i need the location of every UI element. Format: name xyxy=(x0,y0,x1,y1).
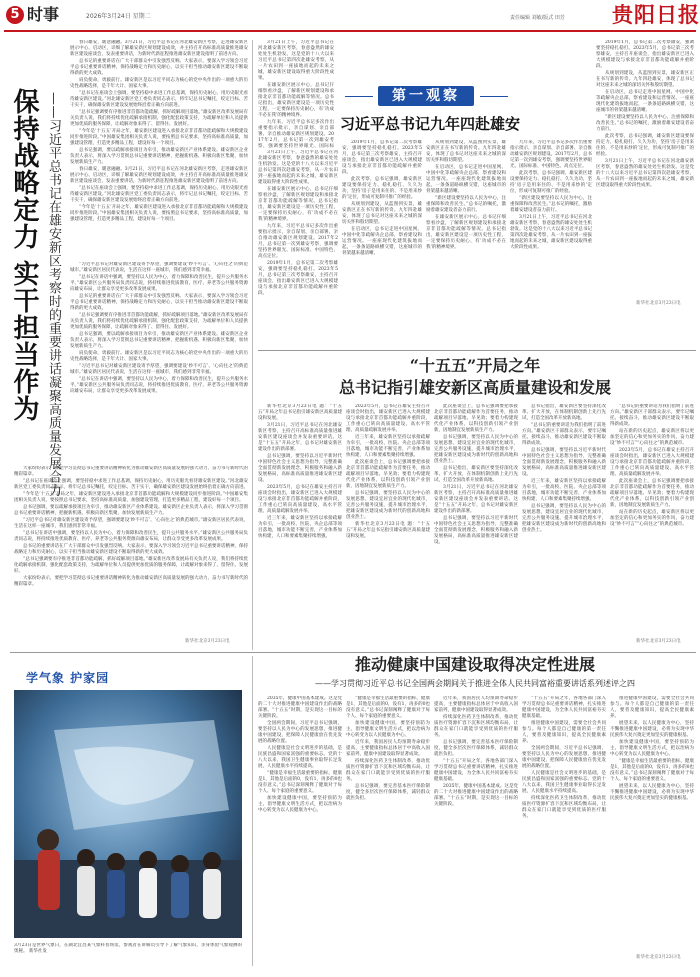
paragraph: 从规划到建设，从蓝图到实景，雄安新区正在书写新的传奇。九年四赴雄安，体现了总书记对这座未来之城的深切关怀和殷切期望。 xyxy=(342,202,422,225)
paragraph: “今年是‘十五五’开局之年，雄安新区建设进入承接北京非首都功能疏解和大规模建设同步推进阶段。”中国雄安集团相关负责人说，要按照总书记要求，坚持高标准高质量，加强建设管理，打造更多精品工程，建设好每一个项目。 xyxy=(70,129,248,146)
badge-rule-left xyxy=(345,96,373,97)
photo-section-title: 学气象 护家园 xyxy=(26,671,110,685)
paragraph: 持续深化医药卫生体制改革，推动优质医疗资源扩容下沉和区域均衡布局，让群众在家门口就能享受到优质的医疗服务。 xyxy=(346,759,430,782)
paragraph: 3月21日上午，习近平总书记在河北雄安新区考察，春意盎然的雄安处处生机勃发。这是党的十八大以来习近平总书记第四次赴雄安考察，从一片农田到一座拔地而起的未来之城，雄安新区建设取得重大阶段性成果。 xyxy=(510,215,592,250)
observation-col-3 xyxy=(426,140,506,348)
paragraph: 2023年5月，总书记在雄安主持召开座谈会时指出，雄安新区已进入大规模建设与承接北京非首都功能疏解并重阶段，工作重心已转向高质量建设、高水平管理、高质量疏解发展并举。 xyxy=(610,448,694,477)
paragraph: 人民健康是社会文明进步的基础，是民族昌盛和国家富强的重要标志。党的十八大以来，我国卫生健康事业取得长足发展，人民健康水平持续提高。 xyxy=(522,771,606,794)
article2-sign: 新华社北京3月23日电 xyxy=(636,639,681,644)
article3-col-1 xyxy=(346,696,430,958)
paragraph: “总书记在讲话中强调，要坚持以人民为中心，着力保障和改善民生，提升公共服务水平。”雄安新区公共服务局负责同志说，将持续推进优质教育、医疗、养老等公共服务资源向雄安布局，让群众享受更多改革发展成果。 xyxy=(70,275,248,292)
paragraph: 肩负使命，勇毅前行。雄安新区是以习近平同志为核心的党中央作出的一项重大的历史性战略选择，是千年大计、国家大事。 xyxy=(70,351,248,362)
section-name: 时事 xyxy=(27,5,60,24)
paragraph: 全国两会期间，习近平总书记强调，要坚持以人民为中心的发展思想，推进健康中国建设，把保障人民健康放在优先发展的战略位置。 xyxy=(522,746,606,769)
observation-col-5 xyxy=(596,40,694,298)
paragraph: 全国两会期间，习近平总书记强调，要坚持以人民为中心的发展思想，推进健康中国建设，把保障人民健康放在优先发展的战略位置。 xyxy=(258,721,342,744)
paragraph: 推进健康中国建设，需要全社会共同参与。每个人都是自己健康的第一责任人，要普及健康知识，提高全民健康素养。 xyxy=(522,721,606,744)
paragraph: 新华社北京3月23日电 题：“十五五”开局之年总书记指引雄安新区高质量建设和发展。 xyxy=(346,522,430,539)
header-rule xyxy=(4,30,696,32)
paragraph: “总书记在座谈会上强调，要坚持稳中求进工作总基调，保持历史耐心，用历史眼光看待雄安新区建设。”河北雄安新区党工委负责同志表示，将牢记总书记嘱托，咬定目标、苦干实干，确保雄安新区建设发展始终沿着正确方向前进。 xyxy=(14,479,248,490)
article2-title-line2: 总书记指引雄安新区高质量建设和发展 xyxy=(338,378,611,397)
paragraph: 3月21日上午，习近平总书记在河北雄安新区考察，春意盎然的雄安处处生机勃发。这是党的十八大以来习近平总书记第四次赴雄安考察，从一片农田到一座拔地而起的未来之城，雄安新区建设取得重大阶段性成果。 xyxy=(596,159,694,188)
paragraph: 此次考察，总书记强调，雄安新区建设要保持定力、稳扎稳打、久久为功，坚持‘房子是用来住的、不是用来炒的’定位，形成可复制可推广的经验。 xyxy=(342,177,422,200)
paragraph: 新华社北京3月23日电 题：“十五五”开局之年总书记指引雄安新区高质量建设和发展。 xyxy=(258,404,342,421)
observation-col-0 xyxy=(258,40,334,148)
section-divider xyxy=(258,350,696,351)
paragraph: 此次座谈会上，总书记强调要把承接北京非首都功能疏解作为首要任务，推动疏解项目早落地、早见效；要着力构建现代化产业体系，以科技创新引领产业创新，因地制宜发展新质生产力。 xyxy=(346,460,430,489)
paragraph: “健康是幸福生活最重要的指标，健康是1，其他是后面的0，没有1，再多的0也没有意义。”总书记深刻阐释了健康对于每个人、每个家庭的重要意义。 xyxy=(346,696,430,719)
paragraph: 大家纷纷表示，要把学习贯彻总书记重要讲话精神转化为推动雄安新区高质量发展的强大动力，奋力书写新时代的精彩篇章。 xyxy=(14,466,248,477)
paragraph: 此次座谈会上，总书记强调要把承接北京非首都功能疏解作为首要任务，推动疏解项目早落地、早见效；要着力构建现代化产业体系，以科技创新引领产业创新，因地制宜发展新质生产力。 xyxy=(434,404,518,433)
paragraph: 2035年，健康中国基本建成。这是党的二十大对推进健康中国建设作出的战略部署。“十五五”时期，是实现这一目标的关键阶段。 xyxy=(258,696,342,719)
paragraph: 2023年5月，总书记在雄安主持召开座谈会时指出，雄安新区已进入大规模建设与承接北京非首都功能疏解并重阶段，工作重心已转向高质量建设、高水平管理、高质量疏解发展并举。 xyxy=(258,485,342,514)
paragraph: 近三年来，雄安新区坚持以承接疏解为牵引，一批高校、医院、央企总部等项目落地，城市功能不断完善，产业体系加快构建，人口和要素集聚持续增强。 xyxy=(346,435,430,458)
article3-col-4 xyxy=(610,696,694,950)
observation-title: 习近平总书记九年四赴雄安 xyxy=(340,115,521,133)
paragraph: 在启动区，总书记走进中国星网、中国中化等疏解央企总部，察看建设和运营情况。一座座现代化建筑拔地而起，一条条道路纵横交错，这座城市的骨架越来越清晰。 xyxy=(426,165,506,194)
paragraph: “今年是‘十五五’开局之年，雄安新区建设进入承接北京非首都功能疏解和大规模建设同步推进阶段。”中国雄安集团相关负责人说，要按照总书记要求，坚持高标准高质量，加强建设管理，打造更多精品工程，建设好每一个项目。 xyxy=(14,492,248,503)
paragraph: 在雄安新区展示中心，总书记仔细察看沙盘，了解新区规划建设和承接北京非首都功能疏解等情况。总书记指出，雄安新区建设是一项历史性工程，一定要保持历史耐心，有‘功成不必在我’的精神境界。 xyxy=(426,215,506,250)
paragraph: 此次考察，总书记强调，雄安新区建设要保持定力、稳扎稳打、久久为功，坚持‘房子是用来住的、不是用来炒的’定位，形成可复制可推广的经验。 xyxy=(510,171,592,194)
paragraph: 总书记指出，雄安新区要坚持深化改革、扩大开放，在体制机制创新上先行先试，打造全国改革开放新高地。 xyxy=(434,466,518,483)
paragraph: 总书记强调，要坚持以习近平新时代中国特色社会主义思想为指导，完整准确全面贯彻新发展理念，积极服务和融入新发展格局，高标准高质量推进雄安新区建设。 xyxy=(434,516,518,545)
paragraph: 总书记强调，要完善基本医疗保险制度，健全多层次医疗保障体系，减轻群众就医负担。 xyxy=(346,784,430,801)
paragraph: 在启动区，总书记走进中国星网、中国中化等疏解央企总部，察看建设和运营情况。一座座现代化建筑拔地而起，一条条道路纵横交错，这座城市的骨架越来越清晰。 xyxy=(342,227,422,256)
paragraph: 展望未来，以人民健康为中心，坚持不懈推进健康中国建设，必将为实现中华民族伟大复兴奠定更加坚实的健康根基。 xyxy=(610,784,694,801)
paragraph: 在雄安新区展示中心，总书记仔细察看沙盘，了解新区规划建设和承接北京非首都功能疏解等情况。总书记指出，雄安新区建设是一项历史性工程，一定要保持历史耐心，有‘功成不必在我’的精神境界。 xyxy=(258,187,338,222)
paragraph: 总书记强调，要以疏解承接项目为牵引，推动雄安新区产业体系建设。雄安新区企业负责人表示，将深入学习贯彻总书记重要讲话精神，把握新机遇、积极向新区集聚，加快发展新质生产力。 xyxy=(70,148,248,165)
paragraph: “新区建设要坚持以人民为中心，注重保障和改善民生。”总书记的嘱托，激励着雄安建设者奋力前行。 xyxy=(596,115,694,132)
article2-title-line1: “十五五”开局之年 xyxy=(409,356,541,375)
article2-col-2 xyxy=(434,404,518,648)
paragraph: 2035年，健康中国基本建成。这是党的二十大对推进健康中国建设作出的战略部署。“十五五”时期，是实现这一目标的关键阶段。 xyxy=(434,784,518,807)
paragraph: 从规划到建设，从蓝图到实景，雄安新区正在书写新的传奇。九年四赴雄安，体现了总书记对这座未来之城的深切关怀和殷切期望。 xyxy=(426,140,506,163)
paragraph: “新区建设要坚持以人民为中心，注重保障和改善民生。”总书记的嘱托，激励着雄安建设者奋力前行。 xyxy=(426,196,506,213)
badge-rule-right xyxy=(480,96,508,97)
article2-col-0 xyxy=(258,404,342,648)
paragraph: 在雄安新区展示中心，总书记仔细察看沙盘，了解新区规划建设和承接北京非首都功能疏解等情况。总书记指出，雄安新区建设是一项历史性工程，一定要保持历史耐心，有‘功成不必在我’的精神境界。 xyxy=(258,83,334,118)
paragraph: “总书记在讲话中强调，要坚持以人民为中心，着力保障和改善民生，提升公共服务水平。”雄安新区公共服务局负责同志说，将持续推进优质教育、医疗、养老等公共服务资源向雄安布局，让群众享受更多改革发展成果。 xyxy=(70,377,248,394)
paragraph: 此次考察，总书记强调，雄安新区建设要保持定力、稳扎稳打、久久为功，坚持‘房子是用来住的、不是用来炒的’定位，形成可复制可推广的经验。 xyxy=(596,134,694,157)
paragraph: “习近平总书记对雄安新区建设寄予厚望，强调要建设‘妙不可言’、‘心向往之’的典范城市。”雄安新区居民代表说，生活在这样一座城市，我们感到非常幸福。 xyxy=(14,518,248,529)
paragraph: “新区建设要坚持以人民为中心，注重保障和改善民生。”总书记的嘱托，激励着雄安建设者奋力前行。 xyxy=(510,196,592,213)
paragraph: 近三年来，雄安新区坚持以承接疏解为牵引，一批高校、医院、央企总部等项目落地，城市功能不断完善，产业体系加快构建，人口和要素集聚持续增强。 xyxy=(258,516,342,539)
caption-text: 3月23日是世界气象日，在湖北宜昌某气象科普场馆，参观者在讲解员引导下了解气象知识，亲身体验气象观测的奥秘。 xyxy=(14,943,242,954)
left-article-subtitle: ——习近平总书记在雄安新区考察时的重要讲话凝聚高质量发展合力 xyxy=(46,92,61,497)
paragraph: “健康是幸福生活最重要的指标，健康是1，其他是后面的0，没有1，再多的0也没有意义。”总书记深刻阐释了健康对于每个人、每个家庭的重要意义。 xyxy=(258,771,342,794)
left-article-body-top xyxy=(70,40,248,258)
article3-title: 推动健康中国建设取得决定性进展 xyxy=(354,655,595,674)
editor-credits: 责任编辑 刘敏/版式 田芳 xyxy=(510,15,565,21)
paragraph: 总书记指出，雄安新区要坚持深化改革、扩大开放，在体制机制创新上先行先试，打造全国改革开放新高地。 xyxy=(522,404,606,421)
paragraph: 展望未来，以人民健康为中心，坚持不懈推进健康中国建设，必将为实现中华民族伟大复兴奠定更加坚实的健康根基。 xyxy=(610,721,694,738)
date-line: 2026年3月24日 星期二 xyxy=(86,13,151,20)
left-article-body-bottom xyxy=(14,466,248,634)
paragraph: “今年是‘十五五’开局之年，雄安新区建设进入承接北京非首都功能疏解和大规模建设同步推进阶段。”中国雄安集团相关负责人说，要按照总书记要求，坚持高标准高质量，加强建设管理，打造更多精品工程，建设好每一个项目。 xyxy=(70,205,248,222)
paragraph: 春日雄安，暖意融融。3月21日，习近平总书记在河北雄安新区考察，走进雄安新区展示中心、启动区，详细了解雄安新区规划建设成效，并主持召开高标准高质量推进雄安新区建设座谈会，发表重要讲话，为新时代新征程推进雄安新区建设指明了前进方向。 xyxy=(70,40,248,57)
paragraph: 加快建设健康中国，要坚持预防为主，倡导健康文明生活方式，把以治病为中心转变为以人民健康为中心。 xyxy=(258,796,342,813)
paragraph: 从规划到建设，从蓝图到实景，雄安新区正在书写新的传奇。九年四赴雄安，体现了总书记对这座未来之城的深切关怀和殷切期望。 xyxy=(596,71,694,88)
paragraph: 人民健康是社会文明进步的基础，是民族昌盛和国家富强的重要标志。党的十八大以来，我国卫生健康事业取得长足发展，人民健康水平持续提高。 xyxy=(258,746,342,769)
paragraph: “总书记强调要有序推进非首都功能疏解，抓好疏解项目落地。”雄安新区改革发展局有关负责人说，我们将持续优化疏解承接机制，强化配套政策支持，为疏解单位和人员提供更加优质的服务保障，让疏解对象来得了、留得住、发展好。 xyxy=(70,313,248,330)
paragraph: 大家纷纷表示，要把学习贯彻总书记重要讲话精神转化为推动雄安新区高质量发展的强大动力，奋力书写新时代的精彩篇章。 xyxy=(14,576,248,587)
article3-subtitle: ——学习贯彻习近平总书记全国两会期间关于推进全体人民共同富裕重要讲话系列述评之四 xyxy=(315,679,635,688)
photo-caption xyxy=(14,943,242,955)
paragraph: 站在新的历史起点，雄安新区将以更加坚定的信心和更加务实的作风，奋力建设“妙不可言”“心向往之”的典范城市。 xyxy=(610,429,694,446)
newspaper-logo: 贵阳日报 xyxy=(612,2,700,27)
article3-sign: 新华社北京3月23日电 xyxy=(636,955,681,960)
article3-col-0 xyxy=(258,696,342,958)
paragraph: 2023年5月，总书记在雄安主持召开座谈会时指出，雄安新区已进入大规模建设与承接北京非首都功能疏解并重阶段，工作重心已转向高质量建设、高水平管理、高质量疏解发展并举。 xyxy=(346,404,430,433)
column-divider xyxy=(252,656,253,966)
paragraph: 推进健康中国建设，需要全社会共同参与。每个人都是自己健康的第一责任人，要普及健康知识，提高全民健康素养。 xyxy=(610,696,694,719)
page-header xyxy=(0,0,700,30)
paragraph: 春日雄安，暖意融融。3月21日，习近平总书记在河北雄安新区考察，走进雄安新区展示中心、启动区，详细了解雄安新区规划建设成效，并主持召开高标准高质量推进雄安新区建设座谈会，发表重要讲话，为新时代新征程推进雄安新区建设指明了前进方向。 xyxy=(70,167,248,184)
left-article-title: 保持战略定力 实干担当作为 xyxy=(9,88,39,423)
observation-col-4 xyxy=(510,140,592,348)
left-article-sign: 新华社北京3月23日电 xyxy=(185,639,230,644)
paragraph: 加快建设健康中国，要坚持预防为主，倡导健康文明生活方式，把以治病为中心转变为以人民健康为中心。 xyxy=(610,740,694,757)
paragraph: 九年来，习近平总书记多次作出重要指示批示，亲自谋划、亲自部署、亲自推动雄安新区规划建设。2017年2月，总书记第一次到雄安考察，强调要坚持世界眼光、国际标准、中国特色、高点定位。 xyxy=(510,140,592,169)
paragraph: 九年来，习近平总书记多次作出重要指示批示，亲自谋划、亲自部署、亲自推动雄安新区规划建设。2017年2月，总书记第一次到雄安考察，强调要坚持世界眼光、国际标准、中国特色、高点定位。 xyxy=(258,224,338,259)
paragraph: 持续深化医药卫生体制改革，推动优质医疗资源扩容下沉和区域均衡布局，让群众在家门口就能享受到优质的医疗服务。 xyxy=(434,715,518,738)
paragraph: “总书记在座谈会上强调，要坚持稳中求进工作总基调，保持历史耐心，用历史眼光看待雄安新区建设。”河北雄安新区党工委负责同志表示，将牢记总书记嘱托，咬定目标、苦干实干，确保雄安新区建设发展始终沿着正确方向前进。 xyxy=(70,91,248,108)
paragraph: 近年来，我国居民人均预期寿命稳步提高，主要健康指标总体居于中高收入国家前列，健康中国建设取得显著成效。 xyxy=(434,696,518,713)
paragraph: 总书记强调，要以疏解承接项目为牵引，推动雄安新区产业体系建设。雄安新区企业负责人表示，将深入学习贯彻总书记重要讲话精神，把握新机遇、积极向新区集聚，加快发展新质生产力。 xyxy=(14,505,248,516)
paragraph: “十五五”开局之年，各地各部门深入学习贯彻总书记重要讲话精神，扎实推进健康中国建设，为全体人民共同富裕夯实健康基础。 xyxy=(522,696,606,719)
photo-credit: 新华社发 xyxy=(28,949,47,954)
paragraph: 总书记强调，要坚持以习近平新时代中国特色社会主义思想为指导，完整准确全面贯彻新发展理念，积极服务和融入新发展格局，高标准高质量推进雄安新区建设。 xyxy=(258,454,342,483)
paragraph: 总书记强调，要以疏解承接项目为牵引，推动雄安新区产业体系建设。雄安新区企业负责人表示，将深入学习贯彻总书记重要讲话精神，把握新机遇、积极向新区集聚，加快发展新质生产力。 xyxy=(70,332,248,349)
left-article-body-mid xyxy=(70,262,248,462)
paragraph: 在启动区，总书记走进中国星网、中国中化等疏解央企总部，察看建设和运营情况。一座座现代化建筑拔地而起，一条条道路纵横交错，这座城市的骨架越来越清晰。 xyxy=(596,90,694,113)
paragraph: 站在新的历史起点，雄安新区将以更加坚定的信心和更加务实的作风，奋力建设“妙不可言”“心向往之”的典范城市。 xyxy=(610,510,694,527)
paragraph: 总书记的重要讲话在广大干部群众中引发强烈反响。大家表示，要深入学习领会习近平总书记重要讲话精神，保持战略定力和历史耐心，以实干担当推动雄安新区建设不断取得新的更大成效。 xyxy=(14,544,248,555)
paragraph: 总书记强调，要坚持以人民为中心的发展思想，建设宜居宜业的现代化城市，完善公共服务设施，提升城市治理水平，把雄安新区建设成为新时代的创新高地和创业热土。 xyxy=(522,504,606,533)
paragraph: 总书记强调，要坚持以人民为中心的发展思想，建设宜居宜业的现代化城市，完善公共服务设施，提升城市治理水平，把雄安新区建设成为新时代的创新高地和创业热土。 xyxy=(346,491,430,520)
observation-col-2 xyxy=(342,140,422,348)
article2-col-4 xyxy=(610,404,694,636)
paragraph: 近年来，我国居民人均预期寿命稳步提高，主要健康指标总体居于中高收入国家前列，健康中国建设取得显著成效。 xyxy=(346,740,430,757)
paragraph: 加快建设健康中国，要坚持预防为主，倡导健康文明生活方式，把以治病为中心转变为以人民健康为中心。 xyxy=(346,721,430,738)
paragraph: 总书记的重要讲话在广大干部群众中引发强烈反响。大家表示，要深入学习领会习近平总书记重要讲话精神，保持战略定力和历史耐心，以实干担当推动雄安新区建设不断取得新的更大成效。 xyxy=(70,59,248,76)
paragraph: “习近平总书记对雄安新区建设寄予厚望，强调要建设‘妙不可言’、‘心向往之’的典范城市。”雄安新区居民代表说，生活在这样一座城市，我们感到非常幸福。 xyxy=(70,364,248,375)
paragraph: 总书记的重要讲话在广大干部群众中引发强烈反响。大家表示，要深入学习领会习近平总书记重要讲话精神，保持战略定力和历史耐心，以实干担当推动雄安新区建设不断取得新的更大成效。 xyxy=(70,294,248,311)
news-photo xyxy=(14,690,242,938)
paragraph: 3月21日，习近平总书记在河北雄安新区考察，主持召开高标准高质量推进雄安新区建设座谈会并发表重要讲话。这是“十五五”开局之年，总书记对雄安新区建设作出的新部署。 xyxy=(258,423,342,452)
paragraph: 总书记强调，要坚持以习近平新时代中国特色社会主义思想为指导，完整准确全面贯彻新发展理念，积极服务和融入新发展格局，高标准高质量推进雄安新区建设。 xyxy=(522,448,606,477)
article3-col-3 xyxy=(522,696,606,958)
observation-sign: 新华社北京3月23日电 xyxy=(636,301,681,306)
observation-badge: 第一观察 xyxy=(378,86,474,106)
paragraph: 总书记强调，要坚持以人民为中心的发展思想，建设宜居宜业的现代化城市，完善公共服务设施，提升城市治理水平，把雄安新区建设成为新时代的创新高地和创业热土。 xyxy=(434,435,518,464)
observation-col-1 xyxy=(258,150,338,348)
paragraph: 持续深化医药卫生体制改革，推动优质医疗资源扩容下沉和区域均衡布局，让群众在家门口就能享受到优质的医疗服务。 xyxy=(522,796,606,819)
paragraph: 3月21日上午，习近平总书记在河北雄安新区考察，春意盎然的雄安处处生机勃发。这是党的十八大以来习近平总书记第四次赴雄安考察，从一片农田到一座拔地而起的未来之城，雄安新区建设取得重大阶段性成果。 xyxy=(258,150,338,185)
paragraph: 2019年1月，总书记第二次考察雄安，强调要坚持稳扎稳打。2023年5月，总书记第三次考察雄安，主持召开座谈会，指出雄安新区已进入大规模建设与承接北京非首都功能疏解并重阶段。 xyxy=(596,40,694,69)
paragraph: “总书记在讲话中强调，要坚持以人民为中心，着力保障和改善民生，提升公共服务水平。”雄安新区公共服务局负责同志说，将持续推进优质教育、医疗、养老等公共服务资源向雄安布局，让群众享受更多改革发展成果。 xyxy=(14,531,248,542)
photo-illustration xyxy=(14,690,242,938)
paragraph: “总书记的重要讲话为我们指明了前进方向。”雄安新区干部群众表示，要牢记嘱托、接续奋斗，推动雄安新区建设不断取得新成效。 xyxy=(610,404,694,427)
paragraph: 2019年1月，总书记第二次考察雄安，强调要坚持稳扎稳打。2023年5月，总书记第三次考察雄安，主持召开座谈会，指出雄安新区已进入大规模建设与承接北京非首都功能疏解并重阶段。 xyxy=(258,261,338,296)
column-divider xyxy=(252,40,253,650)
paragraph: 3月21日上午，习近平总书记在河北雄安新区考察，春意盎然的雄安处处生机勃发。这是党的十八大以来习近平总书记第四次赴雄安考察，从一片农田到一座拔地而起的未来之城，雄安新区建设取得重大阶段性成果。 xyxy=(258,40,334,81)
paragraph: 近三年来，雄安新区坚持以承接疏解为牵引，一批高校、医院、央企总部等项目落地，城市功能不断完善，产业体系加快构建，人口和要素集聚持续增强。 xyxy=(522,479,606,502)
paragraph: “健康是幸福生活最重要的指标，健康是1，其他是后面的0，没有1，再多的0也没有意义。”总书记深刻阐释了健康对于每个人、每个家庭的重要意义。 xyxy=(610,759,694,782)
article2-col-3 xyxy=(522,404,606,648)
paragraph: 总书记强调，要完善基本医疗保险制度，健全多层次医疗保障体系，减轻群众就医负担。 xyxy=(434,740,518,757)
paragraph: “总书记强调要有序推进非首都功能疏解，抓好疏解项目落地。”雄安新区改革发展局有关负责人说，我们将持续优化疏解承接机制，强化配套政策支持，为疏解单位和人员提供更加优质的服务保障，让疏解对象来得了、留得住、发展好。 xyxy=(14,557,248,574)
paragraph: 肩负使命，勇毅前行。雄安新区是以习近平同志为核心的党中央作出的一项重大的历史性战略选择，是千年大计、国家大事。 xyxy=(70,78,248,89)
section-divider xyxy=(10,652,696,653)
paragraph: 此次座谈会上，总书记强调要把承接北京非首都功能疏解作为首要任务，推动疏解项目早落地、早见效；要着力构建现代化产业体系，以科技创新引领产业创新，因地制宜发展新质生产力。 xyxy=(610,479,694,508)
paragraph: “十五五”开局之年，各地各部门深入学习贯彻总书记重要讲话精神，扎实推进健康中国建设，为全体人民共同富裕夯实健康基础。 xyxy=(434,759,518,782)
paragraph: “总书记强调要有序推进非首都功能疏解，抓好疏解项目落地。”雄安新区改革发展局有关负责人说，我们将持续优化疏解承接机制，强化配套政策支持，为疏解单位和人员提供更加优质的服务保障，让疏解对象来得了、留得住、发展好。 xyxy=(70,110,248,127)
paragraph: 2019年1月，总书记第二次考察雄安，强调要坚持稳扎稳打。2023年5月，总书记第三次考察雄安，主持召开座谈会，指出雄安新区已进入大规模建设与承接北京非首都功能疏解并重阶段。 xyxy=(342,140,422,175)
article2-col-1 xyxy=(346,404,430,648)
paragraph: “总书记的重要讲话为我们指明了前进方向。”雄安新区干部群众表示，要牢记嘱托、接续奋斗，推动雄安新区建设不断取得新成效。 xyxy=(522,423,606,446)
paragraph: 九年来，习近平总书记多次作出重要指示批示，亲自谋划、亲自部署、亲自推动雄安新区规划建设。2017年2月，总书记第一次到雄安考察，强调要坚持世界眼光、国际标 xyxy=(258,120,334,148)
article3-col-2 xyxy=(434,696,518,958)
paragraph: 3月21日，习近平总书记在河北雄安新区考察，主持召开高标准高质量推进雄安新区建设座谈会并发表重要讲话。这是“十五五”开局之年，总书记对雄安新区建设作出的新部署。 xyxy=(434,485,518,514)
page-number-badge: 5 xyxy=(6,6,24,24)
paragraph: “总书记在座谈会上强调，要坚持稳中求进工作总基调，保持历史耐心，用历史眼光看待雄安新区建设。”河北雄安新区党工委负责同志表示，将牢记总书记嘱托，咬定目标、苦干实干，确保雄安新区建设发展始终沿着正确方向前进。 xyxy=(70,186,248,203)
paragraph: “习近平总书记对雄安新区建设寄予厚望，强调要建设‘妙不可言’、‘心向往之’的典范城市。”雄安新区居民代表说，生活在这样一座城市，我们感到非常幸福。 xyxy=(70,262,248,273)
